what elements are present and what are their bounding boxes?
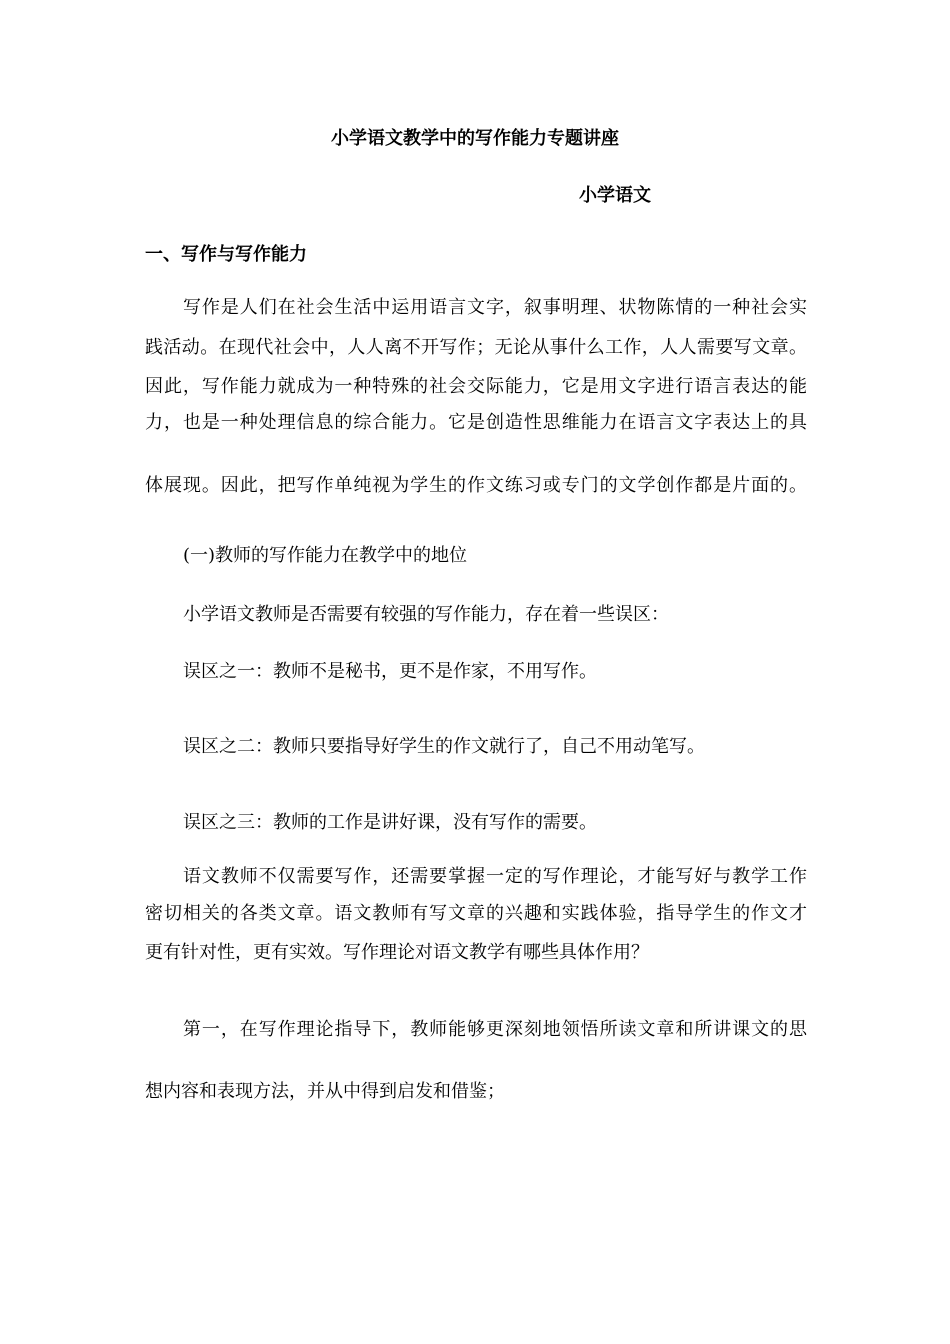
paragraph-line: 语文教师不仅需要写作，还需要掌握一定的写作理论，才能写好与教学工作 (183, 866, 807, 887)
document-author: 小学语文 (579, 185, 651, 206)
paragraph-line: 第一，在写作理论指导下，教师能够更深刻地领悟所读文章和所讲课文的思 (183, 1019, 807, 1040)
paragraph-line: 密切相关的各类文章。语文教师有写文章的兴趣和实践体验，指导学生的作文才 (145, 903, 807, 924)
section-heading: 一、写作与写作能力 (145, 244, 307, 265)
paragraph-line: 力，也是一种处理信息的综合能力。它是创造性思维能力在语言文字表达上的具 (145, 412, 807, 433)
misconception-item: 误区之二：教师只要指导好学生的作文就行了，自己不用动笔写。 (183, 736, 705, 757)
paragraph-line: 更有针对性，更有实效。写作理论对语文教学有哪些具体作用？ (145, 942, 649, 963)
misconception-item: 误区之一：教师不是秘书，更不是作家，不用写作。 (183, 661, 597, 682)
paragraph-line: 体展现。因此，把写作单纯视为学生的作文练习或专门的文学创作都是片面的。 (145, 475, 807, 496)
subsection-heading: (一)教师的写作能力在教学中的地位 (183, 545, 468, 566)
intro-line: 小学语文教师是否需要有较强的写作能力，存在着一些误区： (183, 604, 669, 625)
paragraph-line: 想内容和表现方法，并从中得到启发和借鉴； (145, 1081, 505, 1102)
paragraph-line: 写作是人们在社会生活中运用语言文字，叙事明理、状物陈情的一种社会实 (183, 297, 807, 318)
paragraph-line: 践活动。在现代社会中，人人离不开写作；无论从事什么工作，人人需要写文章。 (145, 337, 807, 358)
paragraph-line: 因此，写作能力就成为一种特殊的社会交际能力，它是用文字进行语言表达的能 (145, 376, 807, 397)
misconception-item: 误区之三：教师的工作是讲好课，没有写作的需要。 (183, 812, 597, 833)
document-title: 小学语文教学中的写作能力专题讲座 (331, 128, 619, 149)
